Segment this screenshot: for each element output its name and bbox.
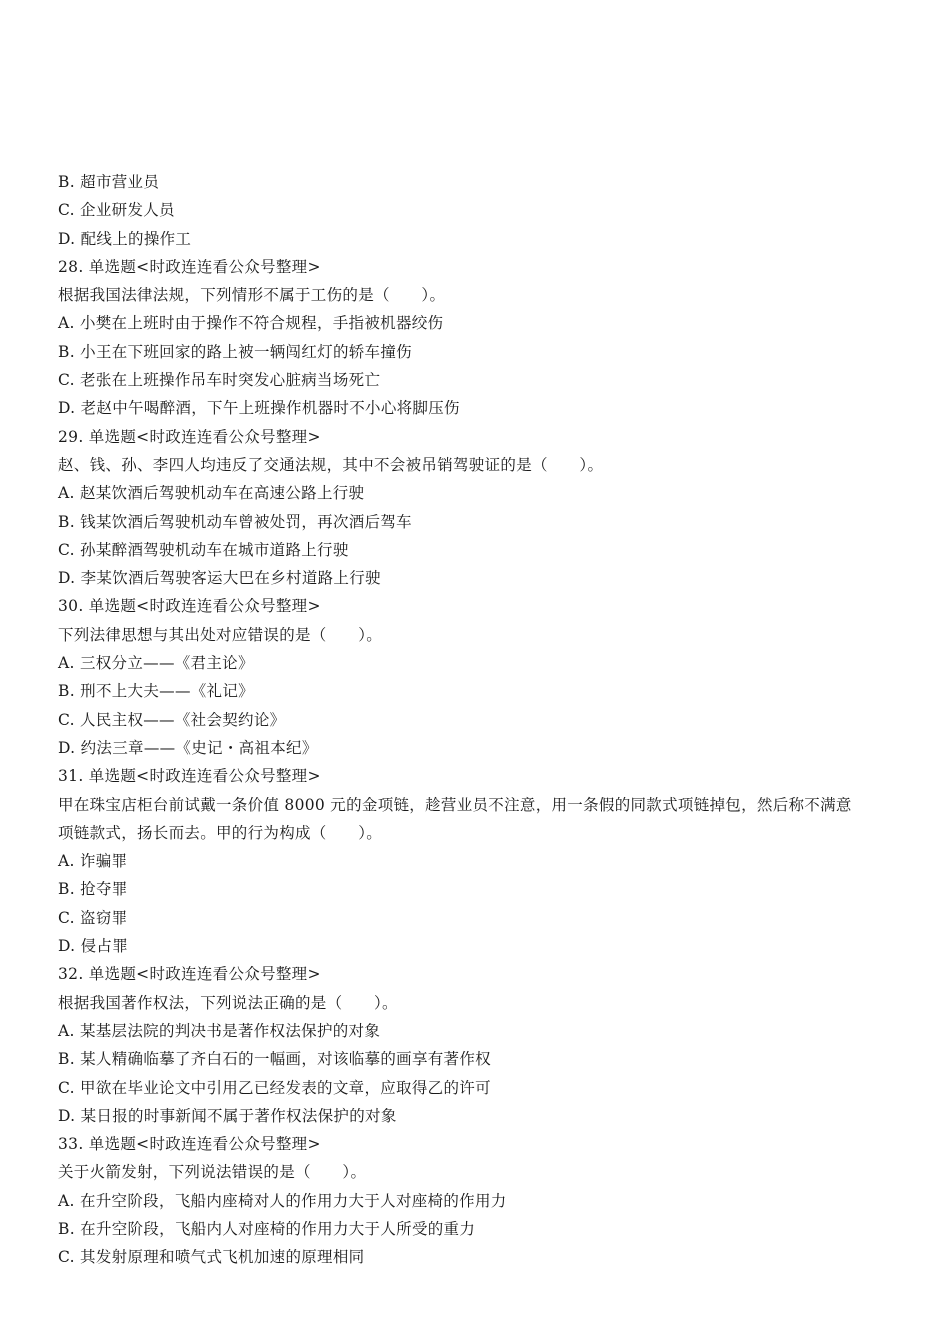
question-33-option-c: C. 其发射原理和喷气式飞机加速的原理相同 bbox=[58, 1248, 365, 1267]
question-29-option-d: D. 李某饮酒后驾驶客运大巴在乡村道路上行驶 bbox=[58, 569, 381, 588]
question-32-header: 32. 单选题<时政连连看公众号整理> bbox=[58, 965, 321, 984]
question-30-option-a: A. 三权分立——《君主论》 bbox=[58, 654, 254, 673]
question-30-option-d: D. 约法三章——《史记・高祖本纪》 bbox=[58, 738, 318, 757]
question-29-header: 29. 单选题<时政连连看公众号整理> bbox=[58, 427, 321, 446]
option-d-text: D. 配线上的操作工 bbox=[58, 229, 192, 248]
question-32-option-d: D. 某日报的时事新闻不属于著作权法保护的对象 bbox=[58, 1106, 397, 1125]
question-30-header: 30. 单选题<时政连连看公众号整理> bbox=[58, 597, 321, 616]
question-31-header: 31. 单选题<时政连连看公众号整理> bbox=[58, 767, 321, 786]
question-32-option-b: B. 某人精确临摹了齐白石的一幅画，对该临摹的画享有著作权 bbox=[58, 1050, 491, 1069]
question-28-header: 28. 单选题<时政连连看公众号整理> bbox=[58, 257, 321, 276]
question-33-option-a: A. 在升空阶段，飞船内座椅对人的作用力大于人对座椅的作用力 bbox=[58, 1191, 507, 1210]
question-28-option-a: A. 小樊在上班时由于操作不符合规程，手指被机器绞伤 bbox=[58, 314, 444, 333]
question-30-option-b: B. 刑不上大夫——《礼记》 bbox=[58, 682, 254, 701]
question-28-stem: 根据我国法律法规，下列情形不属于工伤的是（ ）。 bbox=[58, 286, 446, 305]
question-28-option-b: B. 小王在下班回家的路上被一辆闯红灯的轿车撞伤 bbox=[58, 342, 412, 361]
question-31-option-c: C. 盗窃罪 bbox=[58, 908, 128, 927]
question-32-stem: 根据我国著作权法，下列说法正确的是（ ）。 bbox=[58, 993, 398, 1012]
question-31-stem-line-1: 甲在珠宝店柜台前试戴一条价值 8000 元的金项链，趁营业员不注意，用一条假的同款式项链掉包，然后称不满意 bbox=[58, 795, 852, 814]
question-29-option-a: A. 赵某饮酒后驾驶机动车在高速公路上行驶 bbox=[58, 484, 365, 503]
question-31-option-d: D. 侵占罪 bbox=[58, 937, 129, 956]
question-30-stem: 下列法律思想与其出处对应错误的是（ ）。 bbox=[58, 625, 383, 644]
question-33-option-b: B. 在升空阶段，飞船内人对座椅的作用力大于人所受的重力 bbox=[58, 1219, 476, 1238]
question-32-option-c: C. 甲欲在毕业论文中引用乙已经发表的文章，应取得乙的许可 bbox=[58, 1078, 491, 1097]
question-33-header: 33. 单选题<时政连连看公众号整理> bbox=[58, 1135, 321, 1154]
option-b-text: B. 超市营业员 bbox=[58, 173, 160, 191]
question-29-option-b: B. 钱某饮酒后驾驶机动车曾被处罚，再次酒后驾车 bbox=[58, 512, 412, 531]
question-30-option-c: C. 人民主权——《社会契约论》 bbox=[58, 710, 286, 729]
option-c-text: C. 企业研发人员 bbox=[58, 201, 175, 220]
question-33-stem: 关于火箭发射，下列说法错误的是（ ）。 bbox=[58, 1163, 367, 1182]
question-28-option-c: C. 老张在上班操作吊车时突发心脏病当场死亡 bbox=[58, 371, 381, 390]
question-31-option-a: A. 诈骗罪 bbox=[58, 852, 128, 871]
question-29-option-c: C. 孙某醉酒驾驶机动车在城市道路上行驶 bbox=[58, 540, 349, 559]
question-29-stem: 赵、钱、孙、李四人均违反了交通法规，其中不会被吊销驾驶证的是（ ）。 bbox=[58, 455, 604, 474]
question-31-option-b: B. 抢夺罪 bbox=[58, 880, 128, 899]
question-32-option-a: A. 某基层法院的判决书是著作权法保护的对象 bbox=[58, 1021, 381, 1040]
question-31-stem-line-2: 项链款式，扬长而去。甲的行为构成（ ）。 bbox=[58, 823, 383, 842]
question-28-option-d: D. 老赵中午喝醉酒，下午上班操作机器时不小心将脚压伤 bbox=[58, 399, 460, 418]
question-text-block bbox=[58, 168, 898, 1272]
